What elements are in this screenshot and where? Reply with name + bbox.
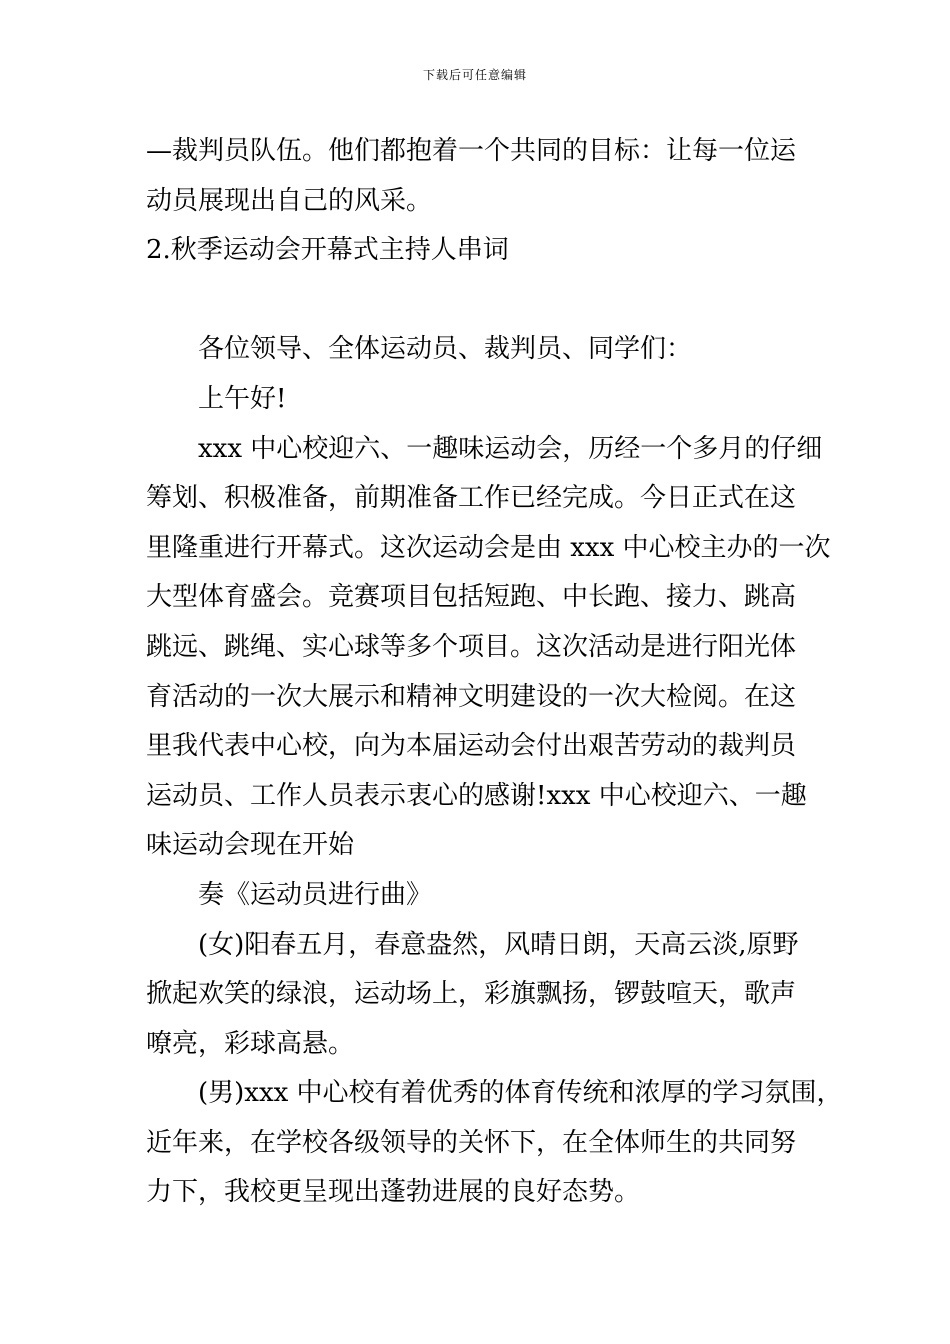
body-line: 育活动的一次大展示和精神文明建设的一次大检阅。在这	[146, 681, 797, 712]
body-line: 动员展现出自己的风采。	[146, 185, 433, 216]
body-line: 力下，我校更呈现出蓬勃进展的良好态势。	[146, 1177, 641, 1208]
body-line: 掀起欢笑的绿浪，运动场上，彩旗飘扬，锣鼓喧天，歌声	[146, 979, 797, 1010]
page-header: 下载后可任意编辑	[422, 68, 527, 82]
body-line: 运动员、工作人员表示衷心的感谢!xxx 中心校迎六、一趣	[146, 780, 807, 811]
paragraph-start: 奏《运动员进行曲》	[198, 879, 433, 910]
greeting-line: 各位领导、全体运动员、裁判员、同学们：	[198, 334, 693, 365]
body-line: 筹划、积极准备，前期准备工作已经完成。今日正式在这	[146, 483, 797, 514]
body-line: 近年来，在学校各级领导的关怀下，在全体师生的共同努	[146, 1127, 797, 1158]
paragraph-start: xxx 中心校迎六、一趣味运动会，历经一个多月的仔细	[198, 433, 823, 464]
body-line: —裁判员队伍。他们都抱着一个共同的目标：让每一位运	[146, 136, 797, 166]
body-line: 大型体育盛会。竞赛项目包括短跑、中长跑、接力、跳高	[146, 582, 797, 613]
greeting-line: 上午好!	[198, 383, 287, 414]
section-heading: 2.秋季运动会开幕式主持人串词	[146, 235, 509, 266]
body-line: 跳远、跳绳、实心球等多个项目。这次活动是进行阳光体	[146, 631, 797, 662]
paragraph-start: (男)xxx 中心校有着优秀的体育传统和浓厚的学习氛围，	[198, 1078, 843, 1109]
body-line: 嘹亮，彩球高悬。	[146, 1028, 355, 1059]
body-line: 里我代表中心校，向为本届运动会付出艰苦劳动的裁判员	[146, 731, 797, 762]
document-body	[146, 127, 843, 1218]
blank-line	[146, 276, 810, 326]
paragraph-start: (女)阳春五月，春意盎然，风晴日朗，天高云淡,原野	[198, 929, 799, 960]
body-line: 味运动会现在开始	[146, 830, 355, 861]
body-line: 里隆重进行开幕式。这次运动会是由 xxx 中心校主办的一次	[146, 532, 831, 563]
